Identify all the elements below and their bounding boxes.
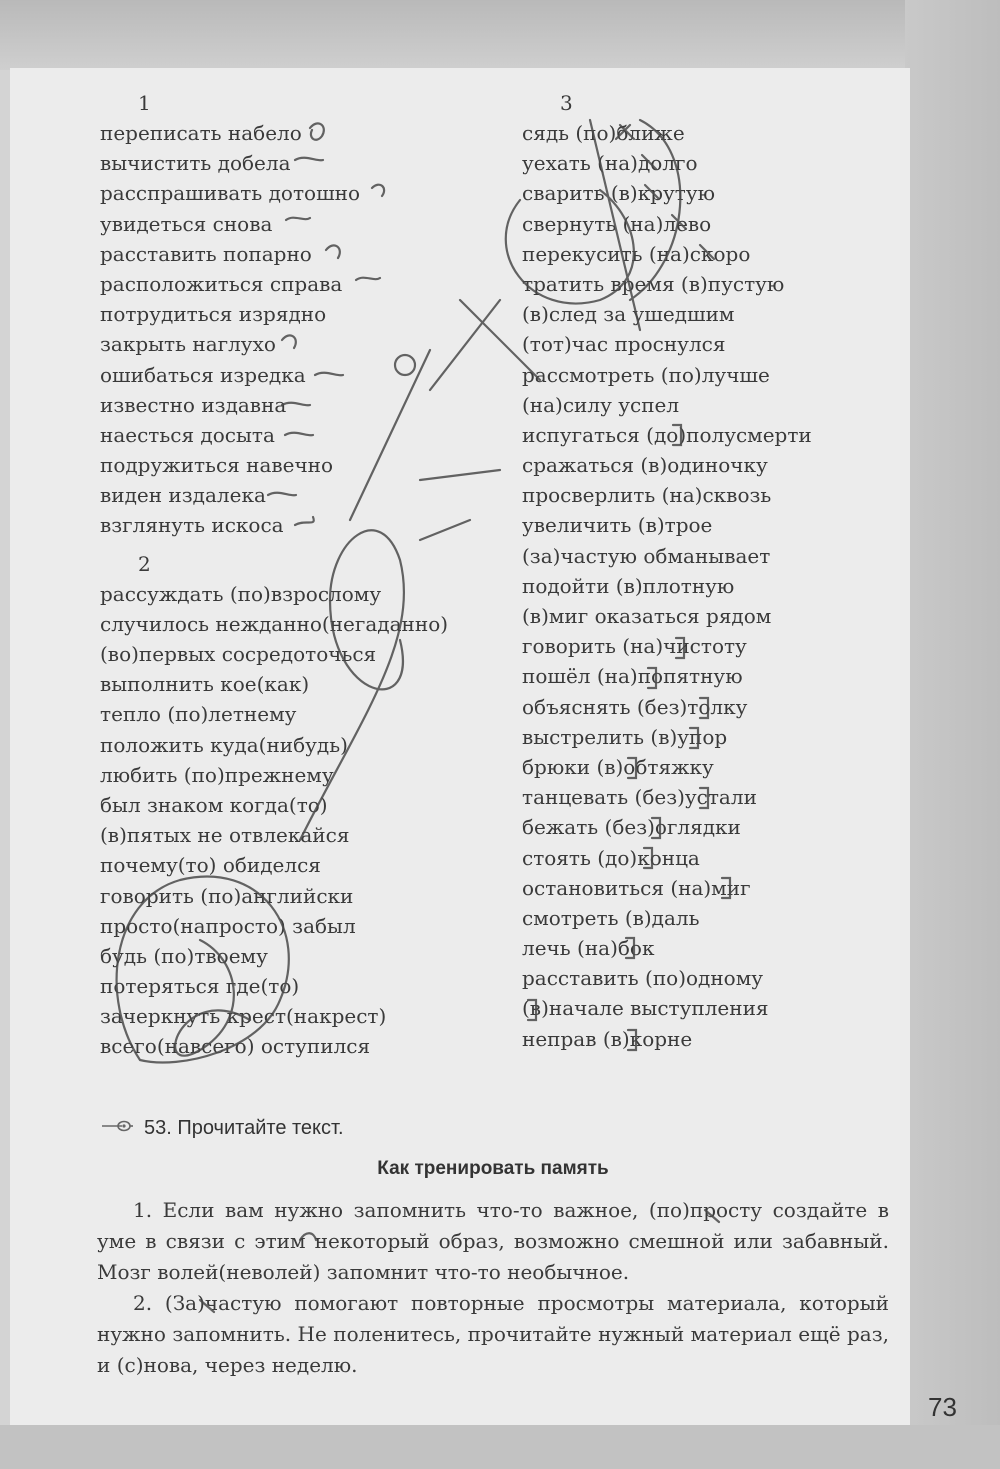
list-item: увеличить (в)трое [522, 513, 713, 538]
list-item: испугаться (до)полусмерти [522, 422, 812, 447]
list-item: подружиться навечно [100, 453, 334, 478]
paragraph-text: 1. Если вам нужно запомнить что-то важное, (по)просту создайте в уме в связи с этим некоторый образ, возможно смешной или забавный. Мозг волей(неволей) запомнит что-то необычное. [97, 1198, 889, 1284]
list-item: закрыть наглухо [100, 332, 276, 357]
list-item: всего(навсего) оступился [100, 1034, 371, 1059]
list-item: потеряться где(то) [100, 974, 300, 999]
section-number: 2 [138, 551, 151, 576]
list-item: сражаться (в)одиночку [522, 453, 768, 478]
list-item: взглянуть искоса [100, 513, 284, 538]
list-item: расположиться справа [100, 271, 343, 296]
list-item: потрудиться изрядно [100, 302, 327, 327]
list-item: известно издавна [100, 392, 287, 417]
list-item: (в)начале выступления [522, 996, 769, 1021]
list-item: уехать (на)долго [522, 151, 698, 176]
list-item: случилось нежданно(негаданно) [100, 611, 449, 636]
list-item: тратить время (в)пустую [522, 271, 785, 296]
list-item: перекусить (на)скоро [522, 241, 751, 266]
list-item: подойти (в)плотную [522, 573, 735, 598]
list-item: говорить (по)английски [100, 883, 354, 908]
list-item: виден издалека [100, 483, 266, 508]
list-item: расставить попарно [100, 241, 312, 266]
list-item: (в)след за ушедшим [522, 302, 735, 327]
list-item: тепло (по)летнему [100, 702, 297, 727]
list-item: почему(то) обиделся [100, 853, 321, 878]
list-item: рассмотреть (по)лучше [522, 362, 770, 387]
list-item: любить (по)прежнему [100, 762, 334, 787]
list-item: (тот)час проснулся [522, 332, 726, 357]
exercise-number: 53. [144, 1117, 172, 1139]
list-item: (в)миг оказаться рядом [522, 604, 772, 628]
section-number: 1 [138, 91, 151, 115]
list-item: (за)частую обманывает [522, 543, 771, 568]
list-item: неправ (в)корне [522, 1026, 693, 1051]
list-item: расставить (по)одному [522, 966, 764, 991]
list-item: (на)силу успел [522, 392, 680, 417]
text-title: Как тренировать память [377, 1158, 609, 1179]
list-item: сварить (в)крутую [522, 181, 716, 206]
paragraph-text: 2. (За)частую помогают повторные просмотры материала, который нужно запомнить. Не поленитесь, прочитайте нужный материал ещё раз, и (с)нова, через неделю. [97, 1291, 889, 1377]
list-item: танцевать (без)устали [522, 785, 757, 810]
list-item: рассуждать (по)взрослому [100, 581, 382, 606]
list-item: пошёл (на)попятную [522, 664, 743, 689]
list-item: сядь (по)ближе [522, 121, 685, 145]
list-item: увидеться снова [100, 211, 273, 236]
list-item: стоять (до)конца [522, 845, 700, 870]
list-item: выстрелить (в)упор [522, 724, 728, 749]
list-item: свернуть (на)лево [522, 211, 712, 236]
list-item: будь (по)твоему [100, 943, 268, 968]
list-item: объяснять (без)толку [522, 694, 748, 719]
list-item: смотреть (в)даль [522, 905, 700, 930]
list-item: зачеркнуть крест(накрест) [100, 1004, 387, 1029]
page-number: 73 [928, 1392, 957, 1422]
list-item: положить куда(нибудь) [100, 732, 348, 757]
list-item: ошибаться изредка [100, 362, 306, 387]
list-item: расспрашивать дотошно [100, 181, 361, 206]
list-item: был знаком когда(то) [100, 792, 328, 817]
list-item: брюки (в)обтяжку [522, 754, 714, 779]
list-item: лечь (на)бок [522, 936, 655, 961]
exercise-instruction: Прочитайте текст. [177, 1117, 344, 1139]
list-item: просто(напросто) забыл [100, 913, 356, 938]
list-item: выполнить кое(как) [100, 672, 310, 697]
list-item: вычистить добела [100, 151, 291, 176]
list-item: переписать набело [100, 121, 302, 145]
list-item: бежать (без)оглядки [522, 815, 741, 840]
section-number: 3 [560, 91, 573, 115]
list-item: (в)пятых не отвлекайся [100, 823, 350, 848]
list-item: остановиться (на)миг [522, 875, 751, 900]
list-item: просверлить (на)сквозь [522, 483, 772, 508]
list-item: говорить (на)чистоту [522, 634, 747, 659]
list-item: (во)первых сосредоточься [100, 642, 377, 666]
list-item: наесться досыта [100, 422, 275, 447]
